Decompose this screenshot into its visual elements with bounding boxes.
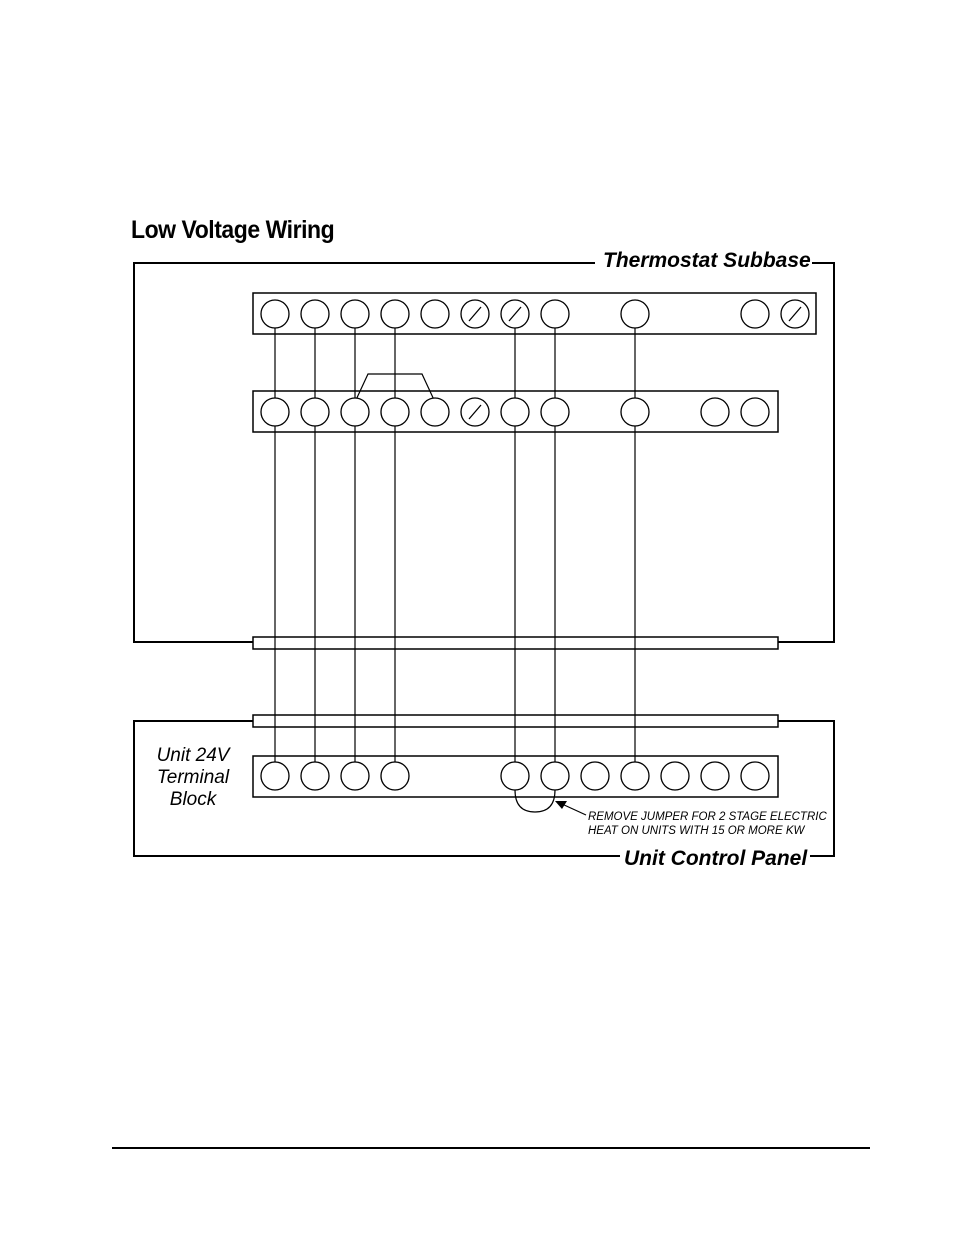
terminal-block-label-line2: Terminal bbox=[156, 767, 230, 788]
unit-block-terminal bbox=[701, 762, 729, 790]
subbase-mid-terminal bbox=[501, 398, 529, 426]
subbase-top-terminal bbox=[421, 300, 449, 328]
thermostat-subbase-label: Thermostat Subbase bbox=[603, 249, 811, 272]
subbase-top-strip bbox=[253, 293, 816, 334]
subbase-mid-terminal bbox=[741, 398, 769, 426]
terminal-block-label-line3: Block bbox=[169, 789, 217, 810]
diagram-title: Low Voltage Wiring bbox=[131, 216, 335, 244]
unit-block-terminal bbox=[541, 762, 569, 790]
jumper-note-line1: REMOVE JUMPER FOR 2 STAGE ELECTRIC bbox=[588, 811, 827, 823]
unit-block-terminal bbox=[621, 762, 649, 790]
subbase-mid-terminal bbox=[541, 398, 569, 426]
unit-block-terminal bbox=[261, 762, 289, 790]
unit-control-panel-label: Unit Control Panel bbox=[624, 847, 808, 870]
subbase-top-terminal bbox=[301, 300, 329, 328]
unit-block-terminal bbox=[581, 762, 609, 790]
subbase-mid-terminal bbox=[381, 398, 409, 426]
subbase-top-terminal bbox=[741, 300, 769, 328]
unit-block-terminal bbox=[741, 762, 769, 790]
unit-block-terminal bbox=[381, 762, 409, 790]
subbase-top-terminal bbox=[541, 300, 569, 328]
subbase-mid-terminal bbox=[621, 398, 649, 426]
jumper-note-line2: HEAT ON UNITS WITH 15 OR MORE KW bbox=[588, 825, 805, 837]
subbase-mid-terminal bbox=[421, 398, 449, 426]
unit-block-terminal bbox=[301, 762, 329, 790]
subbase-mid-terminal bbox=[341, 398, 369, 426]
subbase-top-terminal bbox=[341, 300, 369, 328]
terminal-block-label-line1: Unit 24V bbox=[156, 745, 230, 766]
unit-block-terminal bbox=[661, 762, 689, 790]
subbase-top-terminal bbox=[621, 300, 649, 328]
subbase-mid-terminal bbox=[301, 398, 329, 426]
subbase-top-terminal bbox=[381, 300, 409, 328]
note-leader bbox=[562, 804, 586, 815]
footer-rule bbox=[112, 1147, 870, 1149]
unit-block-terminal bbox=[341, 762, 369, 790]
subbase-mid-terminal bbox=[261, 398, 289, 426]
subbase-mid-terminal bbox=[701, 398, 729, 426]
unit-block-terminal bbox=[501, 762, 529, 790]
subbase-top-terminal bbox=[261, 300, 289, 328]
